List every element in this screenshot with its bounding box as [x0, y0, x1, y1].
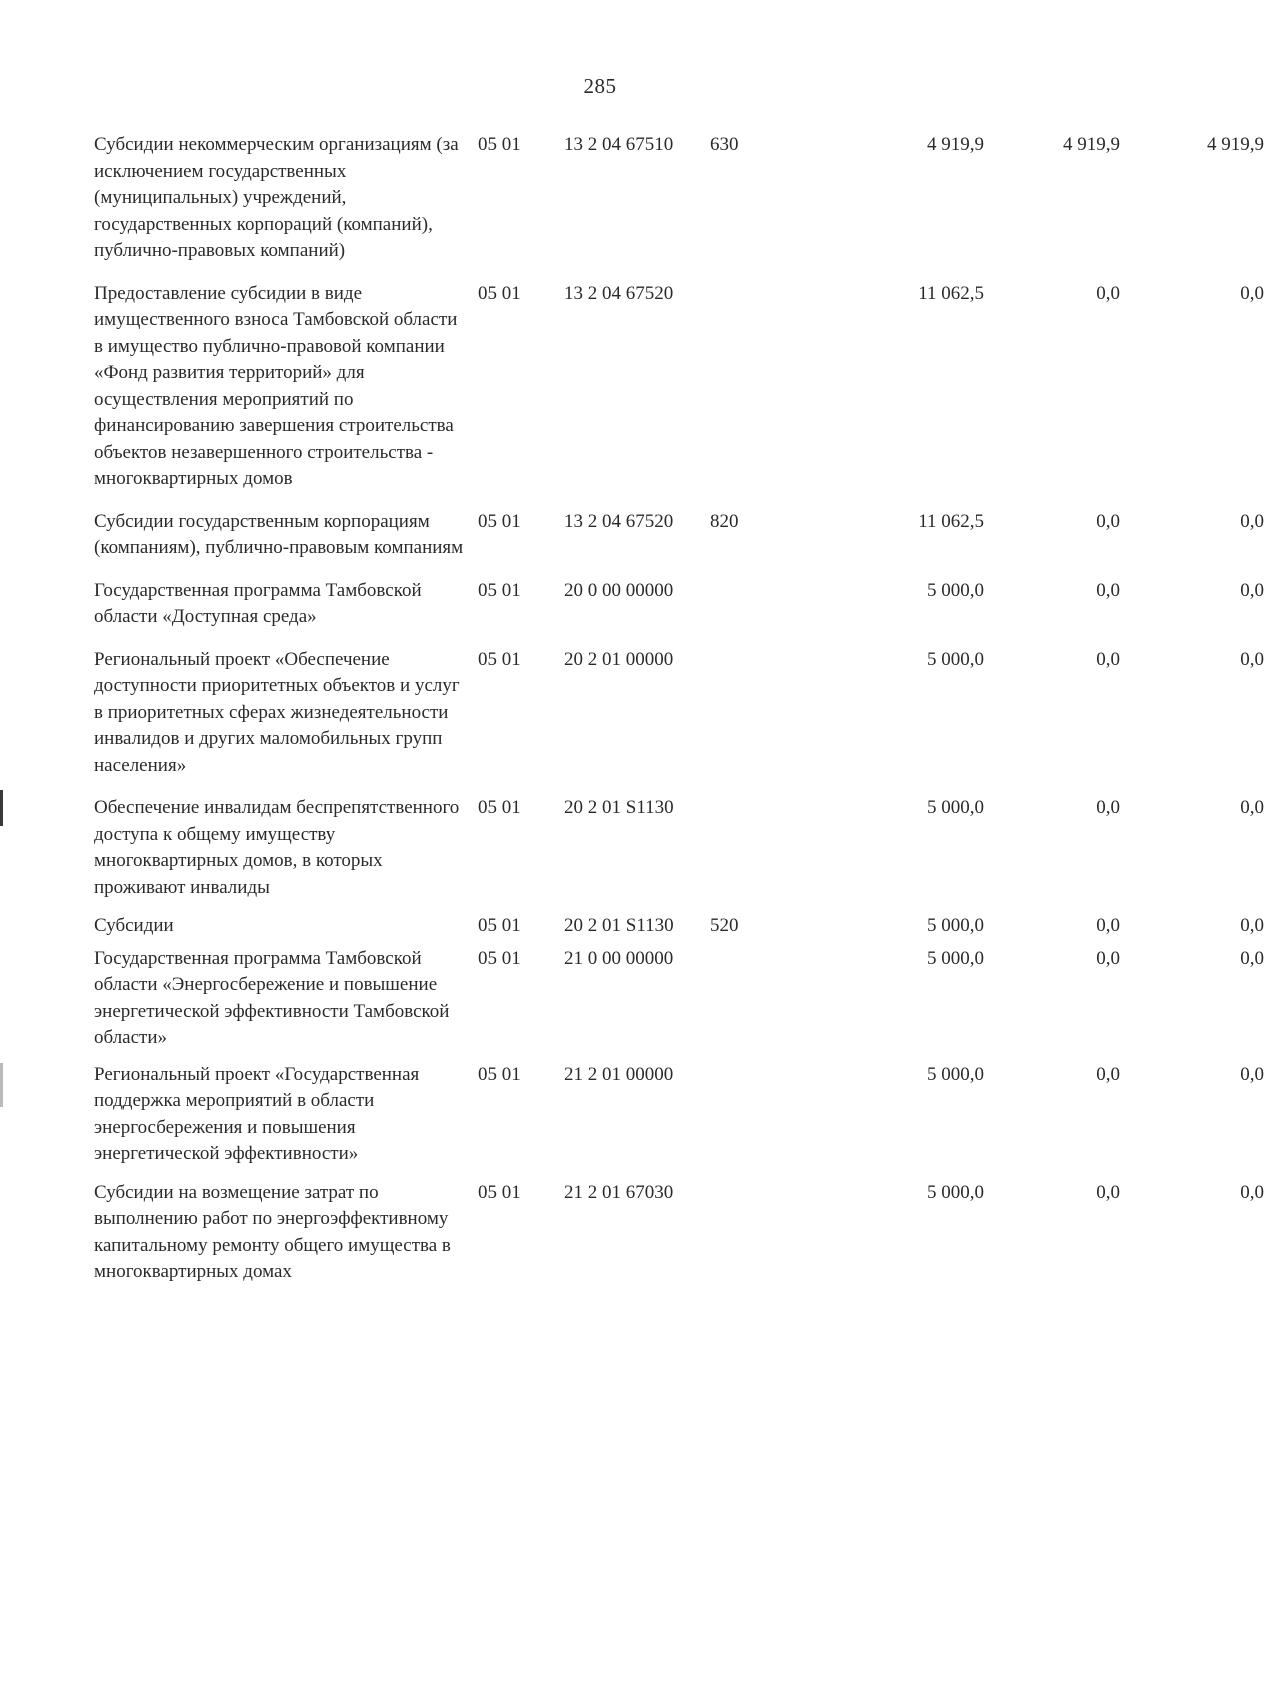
row-amount-year3: 0,0 [1240, 1063, 1264, 1085]
row-amount-year2: 0,0 [1096, 579, 1120, 601]
scan-edge-mark [0, 790, 3, 826]
table-row [94, 795, 1264, 901]
scan-edge-mark [0, 1063, 3, 1107]
row-amount-year3: 0,0 [1240, 579, 1264, 601]
row-target-code: 20 2 01 00000 [564, 648, 674, 670]
row-target-code: 13 2 04 67510 [564, 134, 674, 155]
row-amount-year2: 0,0 [1096, 510, 1120, 532]
page-number: 285 [583, 74, 617, 98]
table-row [94, 1062, 1264, 1168]
row-section: 05 01 [478, 1063, 521, 1085]
row-amount-year1: 5 000,0 [927, 1063, 984, 1085]
row-target-code: 20 0 00 00000 [564, 579, 674, 601]
row-name: Государственная программа Тамбовской области «Энергосбережение и повышение энергетической эффективности Тамбовской области» [94, 947, 450, 1048]
row-amount-year3: 4 919,9 [1207, 134, 1264, 155]
row-name: Региональный проект «Обеспечение доступности приоритетных объектов и услуг в приоритетных сферах жизнедеятельности инвалидов и других маломобильных групп населения» [94, 648, 460, 776]
row-section: 05 01 [478, 797, 521, 818]
row-target-code: 13 2 04 67520 [564, 282, 674, 304]
row-section: 05 01 [478, 915, 521, 936]
row-amount-year2: 0,0 [1096, 1063, 1120, 1085]
row-amount-year2: 0,0 [1096, 915, 1120, 936]
row-target-code: 13 2 04 67520 [564, 510, 674, 532]
row-amount-year2: 0,0 [1096, 947, 1120, 969]
table-row [94, 578, 1264, 631]
row-amount-year3: 0,0 [1240, 947, 1264, 969]
row-amount-year3: 0,0 [1240, 915, 1264, 936]
row-amount-year1: 5 000,0 [927, 947, 984, 969]
row-section: 05 01 [478, 1181, 521, 1203]
row-amount-year1: 5 000,0 [927, 1181, 984, 1203]
row-name: Субсидии [94, 915, 174, 936]
row-amount-year3: 0,0 [1240, 282, 1264, 304]
budget-table [94, 132, 1264, 1286]
row-section: 05 01 [478, 947, 521, 969]
row-amount-year3: 0,0 [1240, 1181, 1264, 1203]
row-target-code: 20 2 01 S1130 [564, 797, 674, 818]
row-expense-type: 820 [710, 510, 739, 532]
row-section: 05 01 [478, 282, 521, 304]
row-name: Субсидии на возмещение затрат по выполнению работ по энергоэффективному капитальному ремонту общего имущества в многоквартирных домах [94, 1181, 451, 1282]
table-row [94, 281, 1264, 493]
row-amount-year3: 0,0 [1240, 797, 1264, 818]
row-amount-year2: 0,0 [1096, 1181, 1120, 1203]
table-row [94, 509, 1264, 562]
row-name: Субсидии государственным корпорациям (компаниям), публично-правовым компаниям [94, 510, 464, 558]
row-name: Субсидии некоммерческим организациям (за исключением государственных (муниципальных) учреждений, государственных корпораций (компаний), публично-правовых компаний) [94, 134, 459, 261]
row-expense-type: 520 [710, 915, 739, 936]
row-amount-year2: 0,0 [1096, 648, 1120, 670]
row-section: 05 01 [478, 648, 521, 670]
table-row [94, 946, 1264, 1052]
row-amount-year2: 4 919,9 [1063, 134, 1120, 155]
row-name: Региональный проект «Государственная поддержка мероприятий в области энергосбережения и повышения энергетической эффективности» [94, 1063, 420, 1164]
row-amount-year1: 11 062,5 [918, 510, 984, 532]
row-amount-year3: 0,0 [1240, 648, 1264, 670]
row-expense-type: 630 [710, 134, 739, 155]
row-name: Обеспечение инвалидам беспрепятственного доступа к общему имуществу многоквартирных домов, в которых проживают инвалиды [94, 797, 460, 898]
row-amount-year1: 5 000,0 [927, 797, 984, 818]
row-section: 05 01 [478, 579, 521, 601]
row-target-code: 20 2 01 S1130 [564, 915, 674, 936]
row-section: 05 01 [478, 510, 521, 532]
table-row [94, 913, 1264, 940]
table-row [94, 647, 1264, 780]
table-row [94, 1180, 1264, 1286]
row-amount-year1: 5 000,0 [927, 915, 984, 936]
row-amount-year1: 5 000,0 [927, 579, 984, 601]
row-target-code: 21 2 01 67030 [564, 1181, 674, 1203]
row-name: Предоставление субсидии в виде имущественного взноса Тамбовской области в имущество публично-правовой компании «Фонд развития территорий» для осуществления мероприятий по финансированию завершения строительства объектов незавершенного строительства - многоквартирных домов [94, 282, 458, 489]
row-target-code: 21 2 01 00000 [564, 1063, 674, 1085]
row-section: 05 01 [478, 134, 521, 155]
table-row [94, 132, 1264, 265]
row-amount-year2: 0,0 [1096, 282, 1120, 304]
row-amount-year1: 5 000,0 [927, 648, 984, 670]
row-amount-year1: 11 062,5 [918, 282, 984, 304]
row-name: Государственная программа Тамбовской области «Доступная среда» [94, 579, 422, 627]
row-target-code: 21 0 00 00000 [564, 947, 674, 969]
row-amount-year3: 0,0 [1240, 510, 1264, 532]
row-amount-year2: 0,0 [1096, 797, 1120, 818]
row-amount-year1: 4 919,9 [927, 134, 984, 155]
